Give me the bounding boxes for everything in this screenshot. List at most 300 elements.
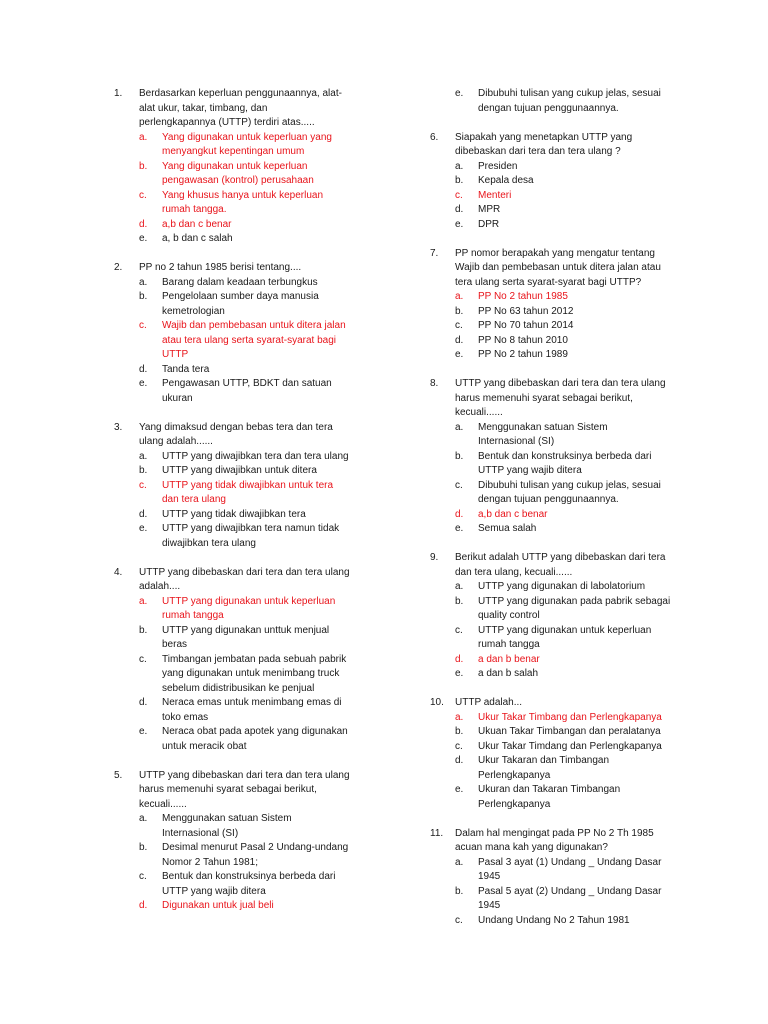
text-line: Ukuan Takar Timbangan dan peralatanya [478, 726, 661, 737]
option-text [478, 914, 680, 929]
answer-option [455, 160, 680, 175]
answer-option [455, 421, 680, 450]
option-text [478, 218, 680, 233]
question-stem [430, 551, 680, 580]
text-line: Yang digunakan untuk keperluan yang [162, 131, 332, 143]
answer-option [139, 595, 374, 624]
answer-option [139, 464, 374, 479]
text-line: kecuali...... [139, 798, 187, 810]
option-text [478, 203, 680, 218]
answer-option [455, 914, 680, 929]
option-letter: a. [455, 160, 464, 172]
option-text [478, 174, 680, 189]
option-letter: e. [139, 523, 148, 534]
option-letter: a. [455, 711, 464, 723]
answer-option [455, 305, 680, 320]
text-line: pengawasan (kontrol) perusahaan [162, 175, 314, 186]
option-text [162, 450, 374, 465]
text-line: Timbangan jembatan pada sebuah pabrik [162, 653, 347, 665]
option-letter: b. [139, 624, 148, 636]
option-text [162, 290, 374, 319]
option-letter: b. [139, 842, 148, 853]
text-line: UTTP yang diwajibkan tera dan tera ulang [162, 450, 349, 462]
answer-option [139, 232, 374, 247]
question-stem [114, 87, 374, 131]
answer-option [455, 348, 680, 363]
question-number: 3. [114, 421, 123, 433]
text-line: Ukur Takar Timdang dan Perlengkapanya [478, 740, 662, 752]
option-text [162, 812, 374, 841]
answer-option [455, 667, 680, 682]
text-line: diwajibkan tera ulang [162, 537, 256, 549]
text-line: acuan mana kah yang digunakan? [455, 842, 608, 853]
option-text [478, 783, 680, 812]
option-letter: c. [139, 871, 147, 882]
option-letter: c. [139, 653, 147, 665]
option-letter: d. [139, 363, 148, 375]
option-letter: e. [455, 784, 464, 795]
text-line: MPR [478, 204, 501, 215]
answer-option [455, 624, 680, 653]
option-letter: d. [139, 218, 148, 230]
question-item [114, 261, 374, 406]
text-line: Ukuran dan Takaran Timbangan [478, 784, 621, 795]
question-number: 6. [430, 131, 439, 143]
question-text [455, 377, 680, 421]
option-text [162, 160, 374, 189]
option-text [478, 421, 680, 450]
text-line: Internasional (SI) [478, 436, 555, 447]
text-line: harus memenuhi syarat sebagai berikut, [455, 392, 633, 404]
text-line: a, b dan c salah [162, 233, 233, 244]
text-line: Yang dimaksud dengan bebas tera dan tera [139, 421, 333, 433]
text-line: Berikut adalah UTTP yang dibebaskan dari tera [455, 552, 666, 563]
answer-option [455, 189, 680, 204]
answer-option [139, 450, 374, 465]
text-line: PP No 8 tahun 2010 [478, 334, 568, 346]
option-letter: c. [139, 320, 147, 331]
text-line: dengan tujuan penggunaannya. [478, 102, 619, 114]
text-line: Nomor 2 Tahun 1981; [162, 856, 258, 868]
answer-option [455, 711, 680, 726]
answer-option [455, 754, 680, 783]
answer-option [139, 696, 374, 725]
option-letter: c. [455, 914, 463, 926]
question-text [139, 261, 374, 276]
text-line: Pasal 5 ayat (2) Undang _ Undang Dasar [478, 885, 662, 897]
text-line: a,b dan c benar [162, 218, 232, 230]
text-line: kecuali...... [455, 407, 503, 418]
question-text [455, 131, 680, 160]
text-line: quality control [478, 610, 540, 621]
right-column [430, 87, 680, 943]
question-number: 1. [114, 88, 123, 99]
text-line: Perlengkapanya [478, 798, 551, 810]
answer-option [455, 740, 680, 755]
option-letter: c. [139, 479, 147, 491]
option-text [162, 319, 374, 363]
option-letter: a. [455, 581, 464, 592]
text-line: Pasal 3 ayat (1) Undang _ Undang Dasar [478, 856, 662, 868]
option-text [478, 160, 680, 175]
option-text [162, 725, 374, 754]
option-letter: e. [139, 378, 148, 389]
option-text [162, 841, 374, 870]
option-letter: a. [139, 131, 148, 143]
answer-option [455, 508, 680, 523]
option-text [478, 479, 680, 508]
text-line: Pengelolaan sumber daya manusia [162, 291, 319, 302]
text-line: toko emas [162, 711, 209, 723]
text-line: dibebaskan dari tera dan tera ulang ? [455, 146, 621, 157]
text-line: Presiden [478, 160, 518, 172]
text-line: Perlengkapanya [478, 769, 551, 781]
text-line: UTTP adalah... [455, 697, 523, 708]
text-line: Kepala desa [478, 175, 534, 186]
option-letter: a. [455, 291, 464, 302]
question-item [430, 827, 680, 929]
option-text [162, 131, 374, 160]
answer-option [455, 218, 680, 233]
text-line: UTTP yang digunakan untuk keperluan [162, 595, 336, 607]
option-letter: d. [455, 755, 464, 766]
option-text [478, 624, 680, 653]
text-line: UTTP yang diwajibkan untuk ditera [162, 465, 317, 476]
option-letter: a. [139, 813, 148, 824]
text-line: tera ulang serta syarat-syarat bagi UTTP? [455, 276, 642, 288]
text-line: ukuran [162, 392, 193, 404]
option-text [162, 276, 374, 291]
option-text [162, 232, 374, 247]
text-line: Dibubuhi tulisan yang cukup jelas, sesuai [478, 479, 661, 491]
option-letter: b. [455, 305, 464, 317]
option-letter: b. [455, 885, 464, 897]
text-line: UTTP yang tidak diwajibkan untuk tera [162, 479, 334, 491]
option-letter: e. [455, 523, 464, 534]
answer-option [455, 203, 680, 218]
text-line: UTTP yang digunakan pada pabrik sebagai [478, 595, 671, 607]
option-text [162, 653, 374, 697]
question-item [430, 696, 680, 812]
text-line: dengan tujuan penggunaannya. [478, 494, 619, 505]
text-line: PP No 2 tahun 1989 [478, 349, 568, 360]
text-line: Dibubuhi tulisan yang cukup jelas, sesuai [478, 88, 661, 99]
answer-option [139, 812, 374, 841]
text-line: sebelum didistribusikan ke penjual [162, 682, 315, 694]
question-text [139, 769, 374, 813]
text-line: Semua salah [478, 523, 537, 534]
text-line: PP No 70 tahun 2014 [478, 320, 574, 331]
question-item [114, 421, 374, 552]
answer-option [139, 522, 374, 551]
text-line: Tanda tera [162, 363, 210, 375]
text-line: Pengawasan UTTP, BDKT dan satuan [162, 378, 332, 389]
question-item [430, 131, 680, 233]
text-line: harus memenuhi syarat sebagai berikut, [139, 784, 317, 795]
text-line: adalah.... [139, 581, 181, 592]
option-text [162, 696, 374, 725]
answer-option [455, 479, 680, 508]
option-text [478, 740, 680, 755]
answer-option [455, 450, 680, 479]
option-text [478, 885, 680, 914]
option-text [478, 348, 680, 363]
option-letter: e. [455, 349, 464, 360]
text-line: Ukur Takar Timbang dan Perlengkapanya [478, 711, 662, 723]
text-line: rumah tangga [478, 639, 540, 650]
text-line: UTTP yang digunakan unttuk menjual [162, 624, 330, 636]
text-line: yang digunakan untuk menimbang truck [162, 668, 340, 679]
question-number: 9. [430, 552, 439, 563]
question-text [455, 551, 680, 580]
answer-option [139, 276, 374, 291]
question-stem [430, 827, 680, 856]
option-text [478, 754, 680, 783]
option-text [478, 856, 680, 885]
text-line: menyangkut kepentingan umum [162, 146, 305, 157]
option-letter: c. [455, 624, 463, 636]
option-text [162, 522, 374, 551]
answer-option [139, 870, 374, 899]
answer-option [455, 653, 680, 668]
option-letter: e. [455, 218, 464, 230]
option-text [478, 189, 680, 204]
text-line: PP No 63 tahun 2012 [478, 305, 574, 317]
answer-option [455, 856, 680, 885]
text-line: PP no 2 tahun 1985 berisi tentang.... [139, 262, 302, 273]
question-item [114, 87, 374, 247]
option-text [478, 334, 680, 349]
text-line: a,b dan c benar [478, 508, 548, 520]
option-text [162, 218, 374, 233]
text-line: dan tera ulang [162, 494, 226, 505]
option-letter: b. [139, 291, 148, 302]
text-line: UTTP yang tidak diwajibkan tera [162, 508, 306, 520]
option-letter: d. [455, 653, 464, 665]
answer-option [139, 131, 374, 160]
option-text [478, 725, 680, 740]
text-line: Wajib dan pembebasan untuk ditera jalan atau [455, 262, 661, 273]
option-text [162, 870, 374, 899]
question-text [455, 247, 680, 291]
answer-option [139, 218, 374, 233]
option-text [478, 450, 680, 479]
option-text [478, 580, 680, 595]
text-line: Bentuk dan konstruksinya berbeda dari [478, 450, 652, 462]
option-letter: c. [455, 479, 463, 491]
text-line: PP nomor berapakah yang mengatur tentang [455, 247, 655, 259]
option-letter: b. [455, 595, 464, 607]
text-line: Wajib dan pembebasan untuk ditera jalan [162, 320, 346, 331]
text-line: Undang Undang No 2 Tahun 1981 [478, 914, 630, 926]
option-text [162, 508, 374, 523]
option-text [162, 464, 374, 479]
question-text [455, 827, 680, 856]
option-letter: b. [455, 175, 464, 186]
option-letter: a. [455, 856, 464, 868]
question-stem [114, 261, 374, 276]
answer-option [455, 334, 680, 349]
option-text [478, 290, 680, 305]
text-line: UTTP yang wajib ditera [162, 885, 266, 897]
text-line: atau tera ulang serta syarat-syarat bagi [162, 334, 336, 346]
question-number: 2. [114, 262, 123, 273]
text-line: Berdasarkan keperluan penggunaannya, alat- [139, 88, 342, 99]
text-line: Menteri [478, 189, 512, 201]
option-letter: e. [455, 668, 464, 679]
question-stem [430, 247, 680, 291]
text-line: UTTP yang dibebaskan dari tera dan tera ulang [455, 378, 666, 389]
answer-option [139, 841, 374, 870]
question-text [139, 421, 374, 450]
option-letter: a. [139, 595, 148, 607]
option-letter: c. [455, 320, 463, 331]
text-line: UTTP [162, 349, 189, 360]
option-text [162, 479, 374, 508]
answer-option [139, 377, 374, 406]
answer-option [139, 508, 374, 523]
text-line: rumah tangga [162, 610, 224, 621]
question-stem [430, 377, 680, 421]
answer-option [139, 725, 374, 754]
text-line: Menggunakan satuan Sistem [162, 813, 292, 824]
option-text [162, 899, 374, 914]
text-line: Menggunakan satuan Sistem [478, 421, 608, 433]
answer-option [139, 189, 374, 218]
text-line: Barang dalam keadaan terbungkus [162, 276, 318, 288]
question-stem [114, 769, 374, 813]
option-text [162, 363, 374, 378]
text-line: Digunakan untuk jual beli [162, 900, 274, 911]
option-letter: c. [455, 189, 463, 201]
option-letter: d. [455, 334, 464, 346]
option-letter: e. [455, 88, 464, 99]
text-line: a dan b salah [478, 668, 539, 679]
option-letter: b. [455, 726, 464, 737]
option-text [478, 667, 680, 682]
option-text [162, 377, 374, 406]
question-number: 7. [430, 247, 439, 259]
text-line: a dan b benar [478, 653, 540, 665]
question-number: 11. [430, 827, 444, 839]
text-line: alat ukur, takar, timbang, dan [139, 102, 268, 114]
answer-option [455, 885, 680, 914]
answer-option [139, 160, 374, 189]
answer-option [455, 87, 680, 116]
text-line: Desimal menurut Pasal 2 Undang-undang [162, 842, 349, 853]
text-line: UTTP yang digunakan untuk keperluan [478, 624, 652, 636]
option-letter: a. [455, 421, 464, 433]
answer-option [455, 174, 680, 189]
option-letter: c. [455, 740, 463, 752]
text-line: kemetrologian [162, 305, 225, 317]
option-letter: d. [455, 204, 464, 215]
text-line: Bentuk dan konstruksinya berbeda dari [162, 871, 336, 882]
option-letter: d. [139, 697, 148, 708]
option-letter: d. [139, 900, 148, 911]
option-text [478, 522, 680, 537]
answer-option [455, 595, 680, 624]
option-letter: a. [139, 276, 148, 288]
text-line: UTTP yang digunakan di labolatorium [478, 581, 646, 592]
question-number: 10. [430, 697, 444, 708]
option-letter: c. [139, 189, 147, 201]
answer-option [139, 290, 374, 319]
question-item [430, 377, 680, 537]
question-item [430, 551, 680, 682]
answer-option [139, 624, 374, 653]
question-stem [430, 696, 680, 711]
option-letter: b. [455, 450, 464, 462]
option-text [162, 624, 374, 653]
question-item [114, 769, 374, 914]
option-letter: b. [139, 160, 148, 172]
text-line: dan tera ulang, kecuali...... [455, 566, 573, 578]
option-letter: d. [455, 508, 464, 520]
text-line: UTTP yang dibebaskan dari tera dan tera ulang [139, 566, 350, 578]
option-text [478, 508, 680, 523]
option-letter: e. [139, 726, 148, 737]
option-text [478, 319, 680, 334]
option-text [162, 189, 374, 218]
question-number: 5. [114, 769, 123, 781]
text-line: Dalam hal mengingat pada PP No 2 Th 1985 [455, 827, 654, 839]
answer-option [455, 522, 680, 537]
question-number: 8. [430, 378, 439, 389]
text-line: perlengkapannya (UTTP) terdiri atas..... [139, 117, 315, 128]
text-line: Neraca obat pada apotek yang digunakan [162, 726, 348, 737]
text-line: untuk meracik obat [162, 740, 247, 752]
text-line: 1945 [478, 900, 501, 911]
answer-option [455, 725, 680, 740]
answer-option [139, 899, 374, 914]
text-line: 1945 [478, 871, 501, 882]
answer-option [139, 319, 374, 363]
text-line: UTTP yang diwajibkan tera namun tidak [162, 523, 340, 534]
answer-option [455, 783, 680, 812]
text-line: Ukur Takaran dan Timbangan [478, 755, 610, 766]
question-item [114, 566, 374, 755]
text-line: UTTP yang dibebaskan dari tera dan tera ulang [139, 769, 350, 781]
question-text [455, 696, 680, 711]
question-item [430, 247, 680, 363]
text-line: rumah tangga. [162, 204, 227, 215]
text-line: UTTP yang wajib ditera [478, 465, 582, 476]
option-letter: a. [139, 450, 148, 462]
option-text [478, 653, 680, 668]
option-text [478, 595, 680, 624]
text-line: Yang digunakan untuk keperluan [162, 160, 308, 172]
option-text [162, 595, 374, 624]
text-line: Internasional (SI) [162, 827, 239, 839]
answer-option [455, 290, 680, 305]
option-letter: d. [139, 508, 148, 520]
answer-option [139, 363, 374, 378]
question-text [139, 87, 374, 131]
answer-option [455, 319, 680, 334]
text-line: ulang adalah...... [139, 436, 213, 447]
option-letter: b. [139, 465, 148, 476]
text-line: DPR [478, 218, 500, 230]
option-text [478, 305, 680, 320]
text-line: Neraca emas untuk menimbang emas di [162, 697, 342, 708]
text-line: Siapakah yang menetapkan UTTP yang [455, 131, 633, 143]
option-letter: e. [139, 233, 148, 244]
text-line: beras [162, 639, 188, 650]
left-column [114, 87, 374, 928]
question-text [139, 566, 374, 595]
option-text [478, 711, 680, 726]
